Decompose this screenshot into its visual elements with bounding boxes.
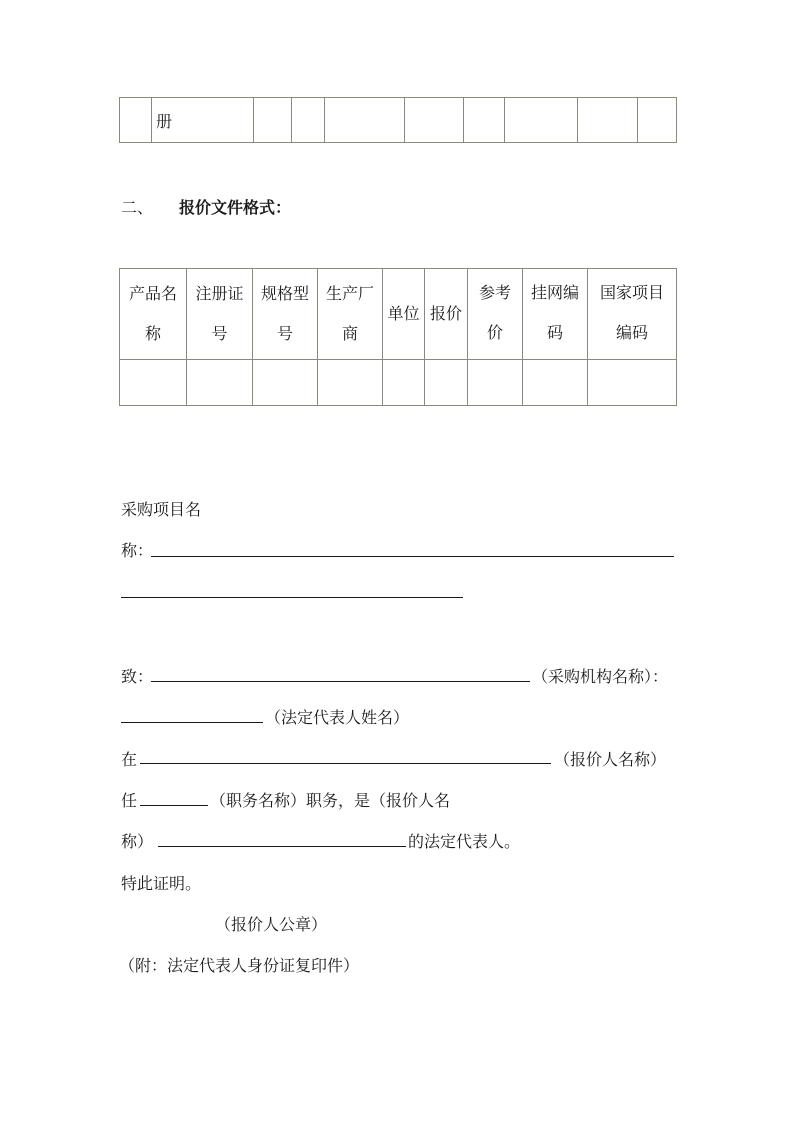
project-name-blank-2: [121, 597, 463, 598]
table-cell: [383, 360, 425, 406]
header-cell: 产品名 称: [120, 269, 187, 360]
header-cell: 报价: [425, 269, 468, 360]
table-row: [120, 98, 677, 143]
position-blank: [140, 805, 208, 806]
table-cell: [120, 360, 187, 406]
table-cell: [425, 360, 468, 406]
table-cell: [638, 98, 677, 143]
header-cell: 规格型 号: [253, 269, 318, 360]
table-cell: [253, 360, 318, 406]
bidder-name-blank: [140, 763, 551, 764]
bidder-name-blank-2: [158, 846, 406, 847]
table-cell: [292, 98, 325, 143]
header-cell: 生产厂 商: [318, 269, 383, 360]
name-prefix: 称）: [121, 832, 154, 851]
header-cell: 挂网编 码: [523, 269, 588, 360]
table-header-row: [120, 269, 677, 360]
header-cell: 单位: [383, 269, 425, 360]
table-cell: [523, 360, 588, 406]
table-cell: [505, 98, 578, 143]
agency-name-note: （采购机构名称）：: [532, 667, 669, 686]
at-label: 在: [121, 750, 138, 769]
table-cell: [578, 98, 638, 143]
legal-rep-name-note: （法定代表人姓名）: [265, 708, 410, 727]
top-table-fragment: [119, 97, 677, 143]
to-label: 致：: [121, 667, 154, 686]
table-cell: [325, 98, 405, 143]
attachment-note: （附：法定代表人身份证复印件）: [119, 956, 360, 975]
certify-text: 特此证明。: [121, 874, 202, 893]
table-row: [120, 360, 677, 406]
section-heading: [121, 195, 291, 218]
position-note: （职务名称）职务，是（报价人名: [210, 791, 451, 810]
table-cell: [464, 98, 505, 143]
project-name-label-cont: 称：: [121, 541, 154, 560]
table-cell: [254, 98, 292, 143]
project-name-label: 采购项目名: [121, 500, 202, 519]
legal-rep-name-blank: [121, 722, 263, 723]
section-title: 报价文件格式：: [179, 198, 292, 217]
quote-format-table: [119, 268, 677, 406]
bidder-name-note: （报价人名称）: [554, 750, 667, 769]
position-label: 任: [121, 791, 138, 810]
header-cell: 国家项目 编码: [588, 269, 677, 360]
section-number: 二、: [121, 198, 154, 217]
table-cell: 册: [152, 98, 254, 143]
table-cell: [588, 360, 677, 406]
seal-text: （报价人公章）: [215, 915, 328, 934]
header-cell: 注册证 号: [187, 269, 253, 360]
table-cell: [318, 360, 383, 406]
legal-rep-suffix: 的法定代表人。: [408, 832, 521, 851]
table-cell: [120, 98, 152, 143]
table-cell: [468, 360, 523, 406]
table-cell: [187, 360, 253, 406]
agency-name-blank: [151, 681, 530, 682]
project-name-blank: [151, 556, 674, 557]
table-cell: [405, 98, 464, 143]
header-cell: 参考 价: [468, 269, 523, 360]
